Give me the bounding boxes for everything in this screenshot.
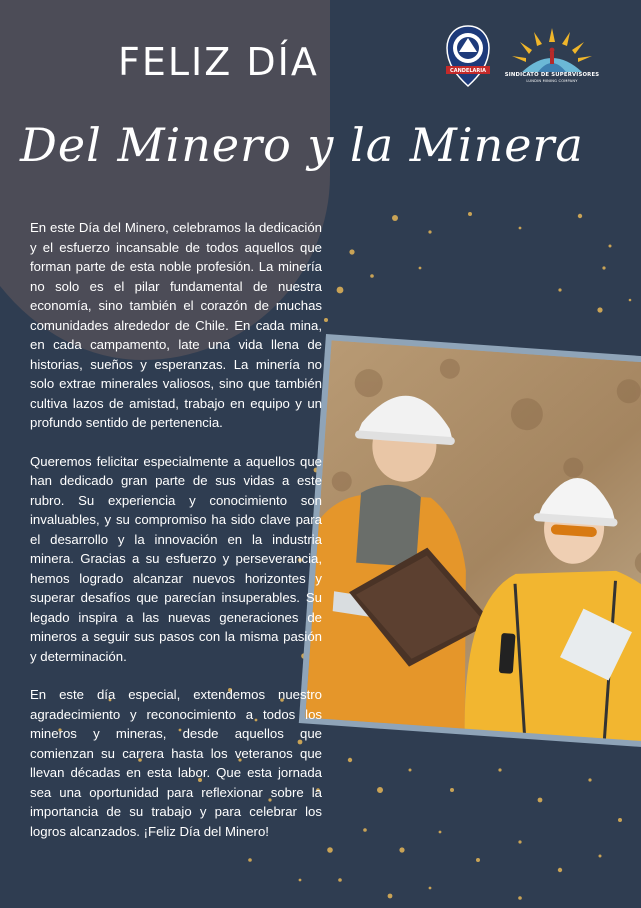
headline: FELIZ DÍA <box>118 40 319 84</box>
message-body <box>30 218 322 860</box>
paragraph: En este Día del Minero, celebramos la dedicación y el esfuerzo incansable de todos aquellos que forman parte de esta noble profesión. La minería no solo es el pilar fundamental de nuestra economía, sino también el corazón de muchas comunidades alrededor de Chile. En cada mina, en cada campamento, late una vida llena de historias, sueños y esperanzas. La minería no solo extrae minerales valiosos, sino que también cultiva lazos de amistad, trabajo en equipo y un profundo sentido de pertenencia. <box>30 220 322 430</box>
miners-photo <box>305 340 641 743</box>
photo-frame <box>299 334 641 750</box>
paragraph: En este día especial, extendemos nuestro agradecimiento y reconocimiento a todos los mineros y mineras, desde aquellos que comienzan su carrera hasta los veteranos que llevan décadas en esta labor. Que esta jornada sea una oportunidad para reflexionar sobre la importancia de su trabajo y para celebrar los logros alcanzados. ¡Feliz Día del Minero! <box>30 687 322 839</box>
script-title: Del Minero y la Minera <box>20 118 584 172</box>
sindicato-line1: SINDICATO DE SUPERVISORES <box>504 72 600 78</box>
sun-rays-icon <box>508 26 596 74</box>
emblem-caption: CANDELARIA <box>450 68 486 75</box>
emblem-logo <box>443 24 493 90</box>
paragraph: Queremos felicitar especialmente a aquellos que han dedicado gran parte de sus vidas a este rubro. Su experiencia y conocimiento son invaluables, y su compromiso ha sido clave para el desarrollo y la innovación en la industria minera. Gracias a su esfuerzo y perseverancia, hemos logrado alcanzar nuevos horizontes y superar desafíos que parecían insuperables. Su legado inspira a las nuevas generaciones de mineros a seguir sus pasos con la misma pasión y determinación. <box>30 453 322 664</box>
sindicato-logo <box>504 26 600 92</box>
sindicato-line2: LUNDIN MINING COMPANY <box>526 78 578 83</box>
